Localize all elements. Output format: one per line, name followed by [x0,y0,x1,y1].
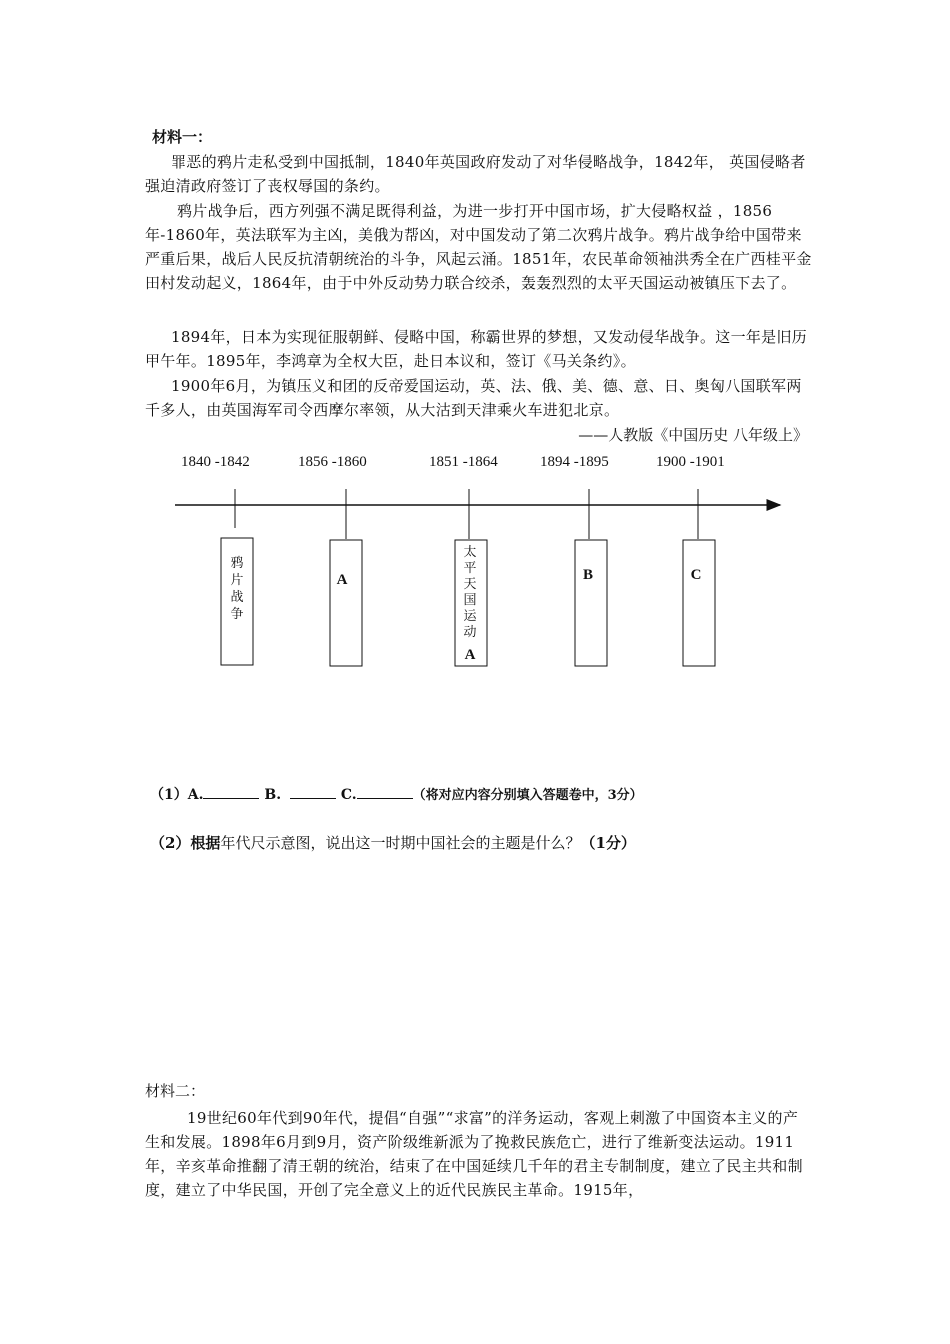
box2-letter: A [336,572,348,588]
q1-blank-a[interactable] [203,784,259,799]
q1-b-label: B. [259,787,286,803]
box3-char-4: 国 [463,593,477,608]
q2-score: （1分） [580,834,636,852]
material1-heading: 材料一： [152,128,213,146]
box3-char-3: 天 [463,577,477,592]
q2-text: 年代尺示意图，说出这一时期中国社会的主题是什么？ [220,834,581,852]
box3-char-6: 动 [463,625,477,640]
timeline-date-1: 1840 -1842 [181,454,250,470]
box5-letter: C [690,567,702,583]
material2-heading: 材料二： [145,1082,206,1100]
box3-char-2: 平 [463,561,477,576]
material1-paragraph-1: 罪恶的鸦片走私受到中国抵制，1840年英国政府发动了对华侵略战争，1842年， 英国侵略者强迫清政府签订了丧权辱国的条约。 [145,153,806,195]
q1-note: （将对应内容分别填入答题卷中，3分） [412,788,643,803]
timeline-date-5: 1900 -1901 [656,454,725,470]
timeline-box-2 [330,540,362,666]
q1-blank-c[interactable] [357,784,413,799]
material2-paragraph: 19世纪60年代到90年代，提倡“自强”“求富”的洋务运动，客观上刺激了中国资本主义的产生和发展。1898年6月到9月，资产阶级维新派为了挽救民族危亡，进行了维新变法运动。1911年，辛亥革命推翻了清王朝的统治，结束了在中国延续几千年的君主专制制度，建立了民主共和制度，建立了中华民国，开创了完全意义上的近代民族民主革命。1915年， [145,1109,803,1199]
box3-char-1: 太 [463,545,477,560]
material1-paragraph-4: 1900年6月，为镇压义和团的反帝爱国运动，英、法、俄、美、德、意、日、奥匈八国联军两千多人，由英国海军司令西摩尔率领，从大沽到天津乘火车进犯北京。 [145,377,802,419]
material1-paragraph-2: 鸦片战争后，西方列强不满足既得利益，为进一步打开中国市场，扩大侵略权益 ，1856年-1860年，英法联军为主凶，美俄为帮凶，对中国发动了第二次鸦片战争。鸦片战争给中国带来严重后果，战后人民反抗清朝统治的斗争，风起云涌。1851年，农民革命领袖洪秀全在广西桂平金田村发动起义，1864年，由于中外反动势力联合绞杀，轰轰烈烈的太平天国运动被镇压下去了。 [145,202,812,292]
timeline-date-3: 1851 -1864 [429,454,498,470]
box1-char-4: 争 [230,607,244,622]
question-1 [150,784,643,804]
box1-char-2: 片 [230,573,244,588]
box1-char-3: 战 [230,590,244,605]
question-2 [150,832,636,853]
q1-c-label: C. [335,787,357,803]
source-citation: ——人教版《中国历史 八年级上》 [578,426,808,444]
timeline-date-2: 1856 -1860 [298,454,367,470]
q1-prefix: （1）A. [150,787,204,803]
material1-paragraph-3: 1894年，日本为实现征服朝鲜、侵略中国，称霸世界的梦想，又发动侵华战争。这一年是旧历甲午年。1895年，李鸿章为全权大臣，赴日本议和，签订《马关条约》。 [145,328,808,370]
box4-letter: B [582,567,594,583]
q1-blank-b[interactable] [290,784,336,799]
q2-prefix: （2）根据 [150,834,221,852]
timeline-box-4 [575,540,607,666]
timeline-diagram [0,440,950,680]
box3-char-5: 运 [463,609,477,624]
timeline-box-5 [683,540,715,666]
box1-char-1: 鸦 [230,556,244,571]
timeline-date-4: 1894 -1895 [540,454,609,470]
box3-letter: A [464,647,476,663]
